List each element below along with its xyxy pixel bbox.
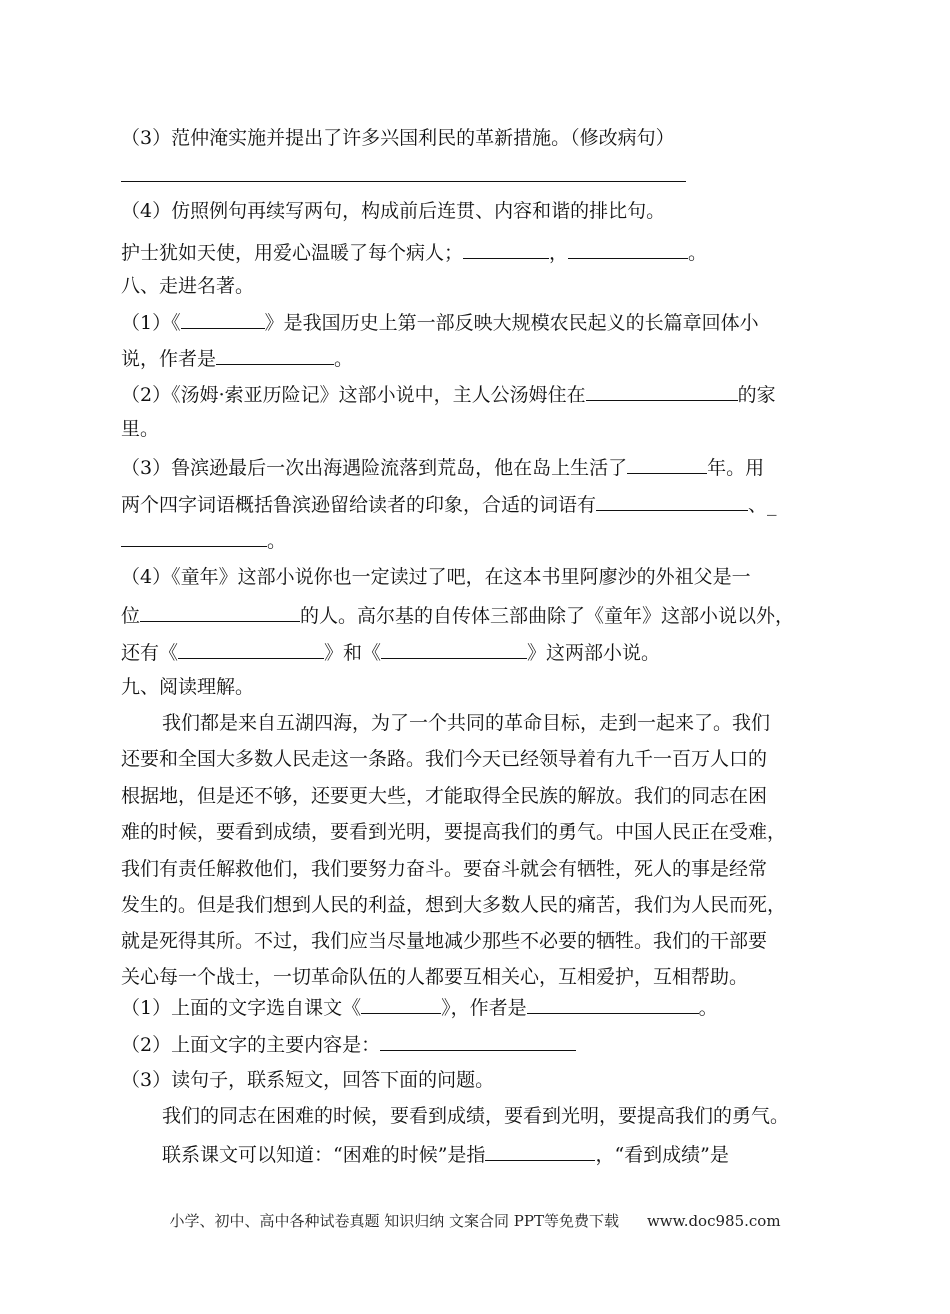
answer-rule <box>121 181 686 182</box>
s8-item2-line2: 里。 <box>121 418 160 440</box>
text: 的人。高尔基的自传体三部曲除了《童年》这部小说以外， <box>300 605 795 627</box>
s9-q3-answer-line <box>162 1142 729 1166</box>
blank <box>381 640 527 659</box>
blank <box>140 603 300 622</box>
blank <box>596 492 748 511</box>
q7-example-line <box>121 240 707 264</box>
s8-item4-line1: （4）《童年》这部小说你也一定读过了吧，在这本书里阿廖沙的外祖父是一 <box>121 566 751 588</box>
passage-line: 关心每一个战士，一切革命队伍的人都要互相关心，互相爱护，互相帮助。 <box>121 966 749 988</box>
s8-item4-line2 <box>121 603 794 627</box>
s9-q3: （3）读句子，联系短文，回答下面的问题。 <box>121 1069 495 1091</box>
text: 说，作者是 <box>121 348 217 370</box>
text: 还有《 <box>121 642 179 664</box>
page-footer <box>0 1210 950 1231</box>
footer-text: 小学、初中、高中各种试卷真题 知识归纳 文案合同 PPT等免费下载 <box>169 1212 619 1230</box>
blank <box>586 382 738 401</box>
text: （2）上面文字的主要内容是： <box>121 1034 381 1056</box>
passage-line: 就是死得其所。不过，我们应当尽量地减少那些不必要的牺牲。我们的干部要 <box>121 930 768 952</box>
blank <box>178 640 324 659</box>
s8-item3-line3 <box>121 528 286 552</box>
blank <box>485 1142 595 1161</box>
passage-line: 我们都是来自五湖四海，为了一个共同的革命目标，走到一起来了。我们 <box>162 712 771 734</box>
text: 的家 <box>737 384 776 406</box>
text: 位 <box>121 605 141 627</box>
blank <box>361 995 441 1014</box>
text: 两个四字词语概括鲁滨逊留给读者的印象，合适的词语有 <box>121 494 597 516</box>
text: 。 <box>267 530 287 552</box>
s9-q2 <box>121 1032 576 1056</box>
blank <box>380 1032 576 1051</box>
s8-item1-line2 <box>121 346 353 370</box>
blank <box>568 240 688 259</box>
text: 》和《 <box>324 642 382 664</box>
passage-line: 发生的。但是我们想到人民的利益，想到大多数人民的痛苦，我们为人民而死， <box>121 894 787 916</box>
text: 》，作者是 <box>441 997 527 1019</box>
text: （1）上面的文字选自课文《 <box>121 997 362 1019</box>
s8-item1-line1 <box>121 310 759 334</box>
text: 。 <box>698 997 718 1019</box>
text: （1）《 <box>121 312 181 334</box>
text: 年。用 <box>707 457 765 479</box>
q7-item3: （3）范仲淹实施并提出了许多兴国利民的革新措施。（修改病句） <box>121 127 675 149</box>
s9-q1 <box>121 995 718 1019</box>
s8-item4-line3 <box>121 640 660 664</box>
example-sentence: 护士犹如天使，用爱心温暖了每个病人； <box>121 242 464 264</box>
passage-line: 难的时候，要看到成绩，要看到光明，要提高我们的勇气。中国人民正在受难， <box>121 821 787 843</box>
s8-item3-line1 <box>121 455 764 479</box>
s8-item3-line2 <box>121 492 777 516</box>
blank <box>463 240 549 259</box>
text: 》这两部小说。 <box>527 642 661 664</box>
s8-item2-line1 <box>121 382 776 406</box>
blank <box>181 310 265 329</box>
text: （2）《汤姆·索亚历险记》这部小说中，主人公汤姆住在 <box>121 384 586 406</box>
q7-item4: （4）仿照例句再续写两句，构成前后连贯、内容和谐的排比句。 <box>121 200 666 222</box>
text: 》是我国历史上第一部反映大规模农民起义的长篇章回体小 <box>264 312 759 334</box>
text: （3）鲁滨逊最后一次出海遇险流落到荒岛，他在岛上生活了 <box>121 457 628 479</box>
passage-line: 根据地，但是还不够，还要更大些，才能取得全民族的解放。我们的同志在困 <box>121 785 768 807</box>
text: 、_ <box>748 494 777 516</box>
text: 。 <box>334 348 354 370</box>
s9-quote: 我们的同志在困难的时候，要看到成绩，要看到光明，要提高我们的勇气。 <box>162 1105 790 1127</box>
footer-url[interactable]: www.doc985.com <box>646 1212 781 1230</box>
period: 。 <box>688 242 708 264</box>
blank <box>216 346 334 365</box>
blank <box>627 455 707 474</box>
blank <box>121 528 267 547</box>
text: ，“看到成绩”是 <box>595 1144 729 1166</box>
text: 联系课文可以知道：“困难的时候”是指 <box>162 1144 486 1166</box>
passage-line: 我们有责任解救他们，我们要努力奋斗。要奋斗就会有牺牲，死人的事是经常 <box>121 858 768 880</box>
section-8-heading: 八、走进名著。 <box>121 275 255 297</box>
section-9-heading: 九、阅读理解。 <box>121 676 255 698</box>
blank <box>527 995 699 1014</box>
comma: ， <box>549 242 569 264</box>
passage-line: 还要和全国大多数人民走这一条路。我们今天已经领导着有九千一百万人口的 <box>121 748 768 770</box>
